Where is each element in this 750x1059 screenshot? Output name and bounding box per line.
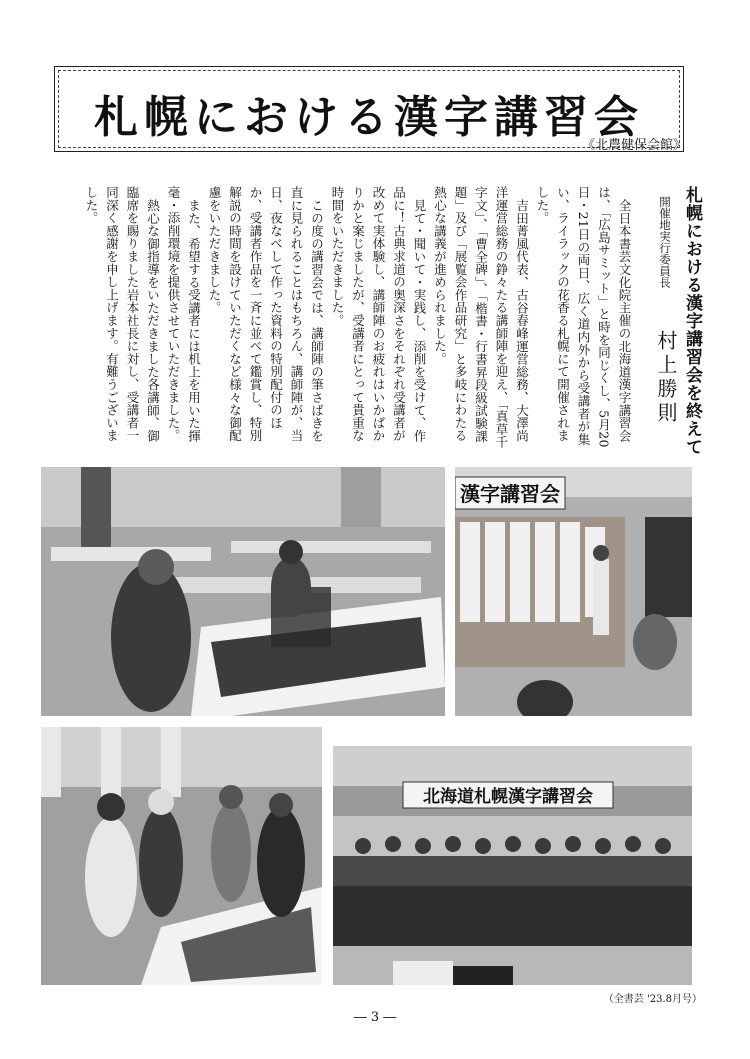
article-headline: 札幌における漢字講習会を終えて bbox=[682, 186, 702, 456]
photo-lecturer-scrolls bbox=[455, 467, 692, 716]
author-role: 開催地実行委員長 bbox=[658, 196, 672, 288]
paragraph: また、希望する受講者には机上を用いた揮毫・添削環境を提供させていただきました。 bbox=[166, 186, 202, 442]
issue-label: （全書芸 '23.8月号） bbox=[603, 994, 702, 1005]
banner-text-2: 北海道札幌漢字講習会 bbox=[423, 787, 593, 807]
author-name: 村上勝則 bbox=[654, 330, 678, 426]
venue-subtitle: 《北農健保会館》 bbox=[581, 138, 686, 153]
article-body bbox=[40, 186, 634, 454]
page-title: 札幌における漢字講習会 bbox=[94, 92, 644, 143]
page-number: ― 3 ― bbox=[353, 1010, 397, 1025]
photo-group bbox=[333, 746, 692, 985]
photo-floor-calligraphy bbox=[41, 467, 445, 716]
paragraph: 全日本書芸文化院主催の北海道漢字講習会は、「広島サミット」と時を同じくし、5月20日・21日の両日、広く道内外から受講者が集い、ライラックの花香る札幌にて開催されました。 bbox=[535, 186, 632, 448]
paragraph: この度の講習会では、講師陣の筆さばきを直に見られることはもちろん、講師陣が、当日、夜なべして作った資料の特別配付のほか、受講者作品を一斉に並べて鑑賞し、特別解説の時間を設けていただくなど様々な御配慮をいただきました。 bbox=[207, 186, 325, 442]
paragraph: 吉田菁風代表、古谷春峰運営総務、大澤尚洋運営総務の錚々たる講師陣を迎え、「真草千字文」、「曹全碑」、「楷書・行書昇段級試験課題」及び「展覧会作品研究」と多岐にわたる熱心な講義が進められました。 bbox=[432, 186, 530, 449]
photo-viewing-works bbox=[41, 727, 322, 985]
paragraph: 熱心な御指導をいただきました各講師、御臨席を賜りました岩本社長に対し、受講者一同深く感謝を申し上げます。有難うございました。 bbox=[84, 186, 161, 442]
paragraph: 見て・聞いて・実践し、添削を受けて、作品に！古典求道の奥深さをそれぞれ受講者が改めて実体験し、講師陣のお疲れはいかばかりかと案じましたが、受講者にとって貴重な時間をいただきました。 bbox=[330, 186, 427, 442]
banner-text-1: 漢字講習会 bbox=[460, 482, 560, 506]
